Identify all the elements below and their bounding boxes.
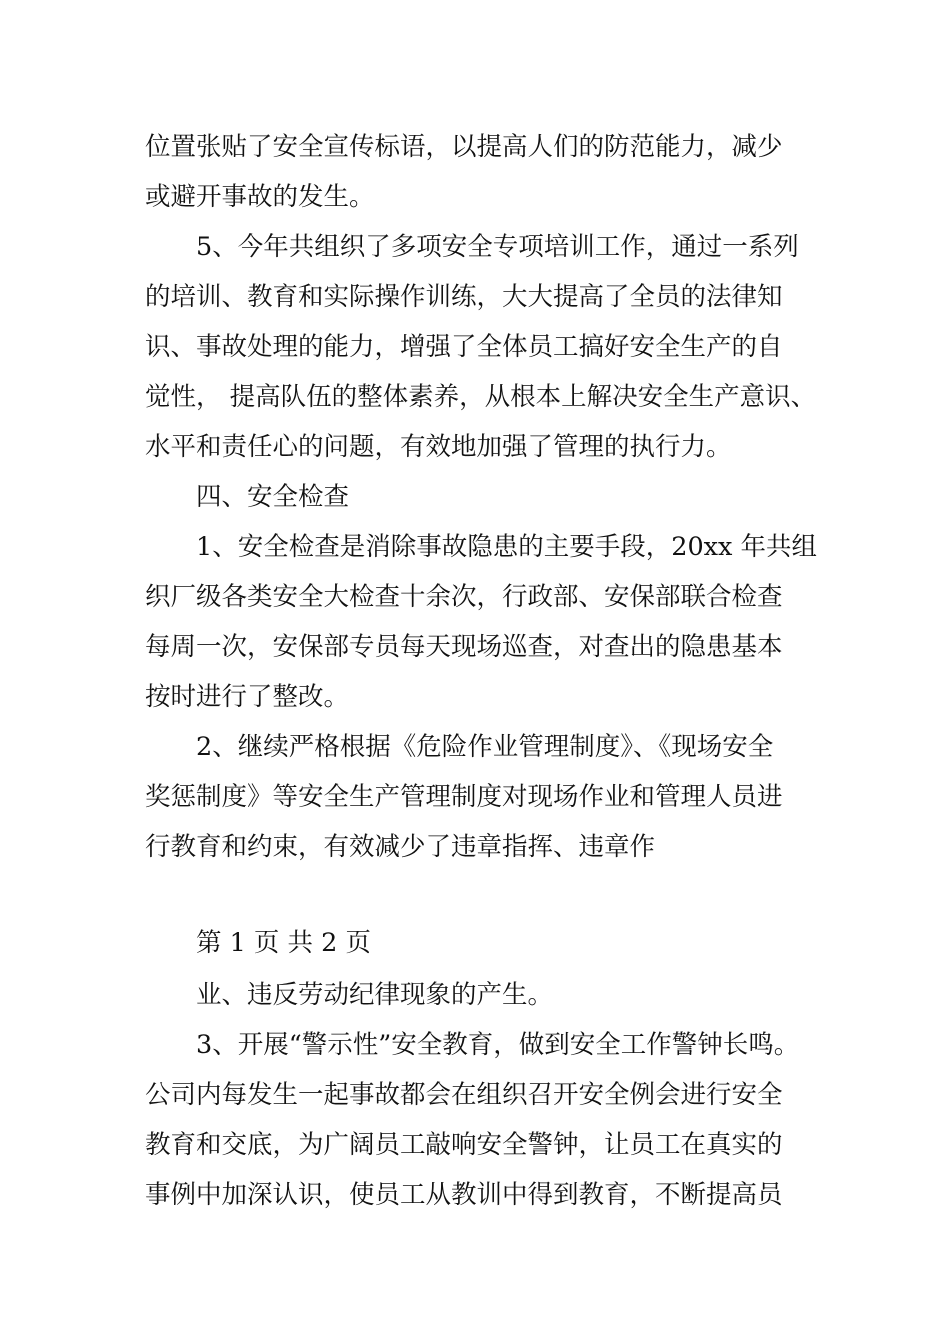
paragraph-line: 水平和责任心的问题，有效地加强了管理的执行力。 [145,432,732,462]
paragraph-line: 业、违反劳动纪律现象的产生。 [196,980,554,1010]
paragraph-line: 教育和交底，为广阔员工敲响安全警钟，让员工在真实的 [145,1130,783,1160]
paragraph-line: 觉性， 提高队伍的整体素养，从根本上解决安全生产意识、 [145,382,817,412]
paragraph-line: 行教育和约束，有效减少了违章指挥、违章作 [145,832,656,862]
paragraph-line: 5、今年共组织了多项安全专项培训工作，通过一系列 [196,232,799,262]
paragraph-line: 1、安全检查是消除事故隐患的主要手段，20xx 年共组 [196,532,818,562]
section-heading: 四、安全检查 [196,482,350,512]
paragraph-line: 2、继续严格根据《危险作业管理制度》、《现场安全 [196,732,774,762]
page-footer: 第 1 页 共 2 页 [196,928,371,958]
paragraph-line: 事例中加深认识，使员工从教训中得到教育，不断提高员 [145,1180,783,1210]
paragraph-line: 识、事故处理的能力，增强了全体员工搞好安全生产的自 [145,332,783,362]
paragraph-line: 织厂级各类安全大检查十余次，行政部、安保部联合检查 [145,582,783,612]
paragraph-line: 按时进行了整改。 [145,682,350,712]
paragraph-line: 奖惩制度》等安全生产管理制度对现场作业和管理人员进 [145,782,783,812]
paragraph-line: 3、开展“警示性”安全教育，做到安全工作警钟长鸣。 [196,1030,800,1060]
paragraph-line: 公司内每发生一起事故都会在组织召开安全例会进行安全 [145,1080,783,1110]
paragraph-line: 每周一次，安保部专员每天现场巡查，对查出的隐患基本 [145,632,783,662]
paragraph-line: 或避开事故的发生。 [145,182,375,212]
paragraph-line: 的培训、教育和实际操作训练，大大提高了全员的法律知 [145,282,783,312]
paragraph-line: 位置张贴了安全宣传标语，以提高人们的防范能力，减少 [145,132,783,162]
